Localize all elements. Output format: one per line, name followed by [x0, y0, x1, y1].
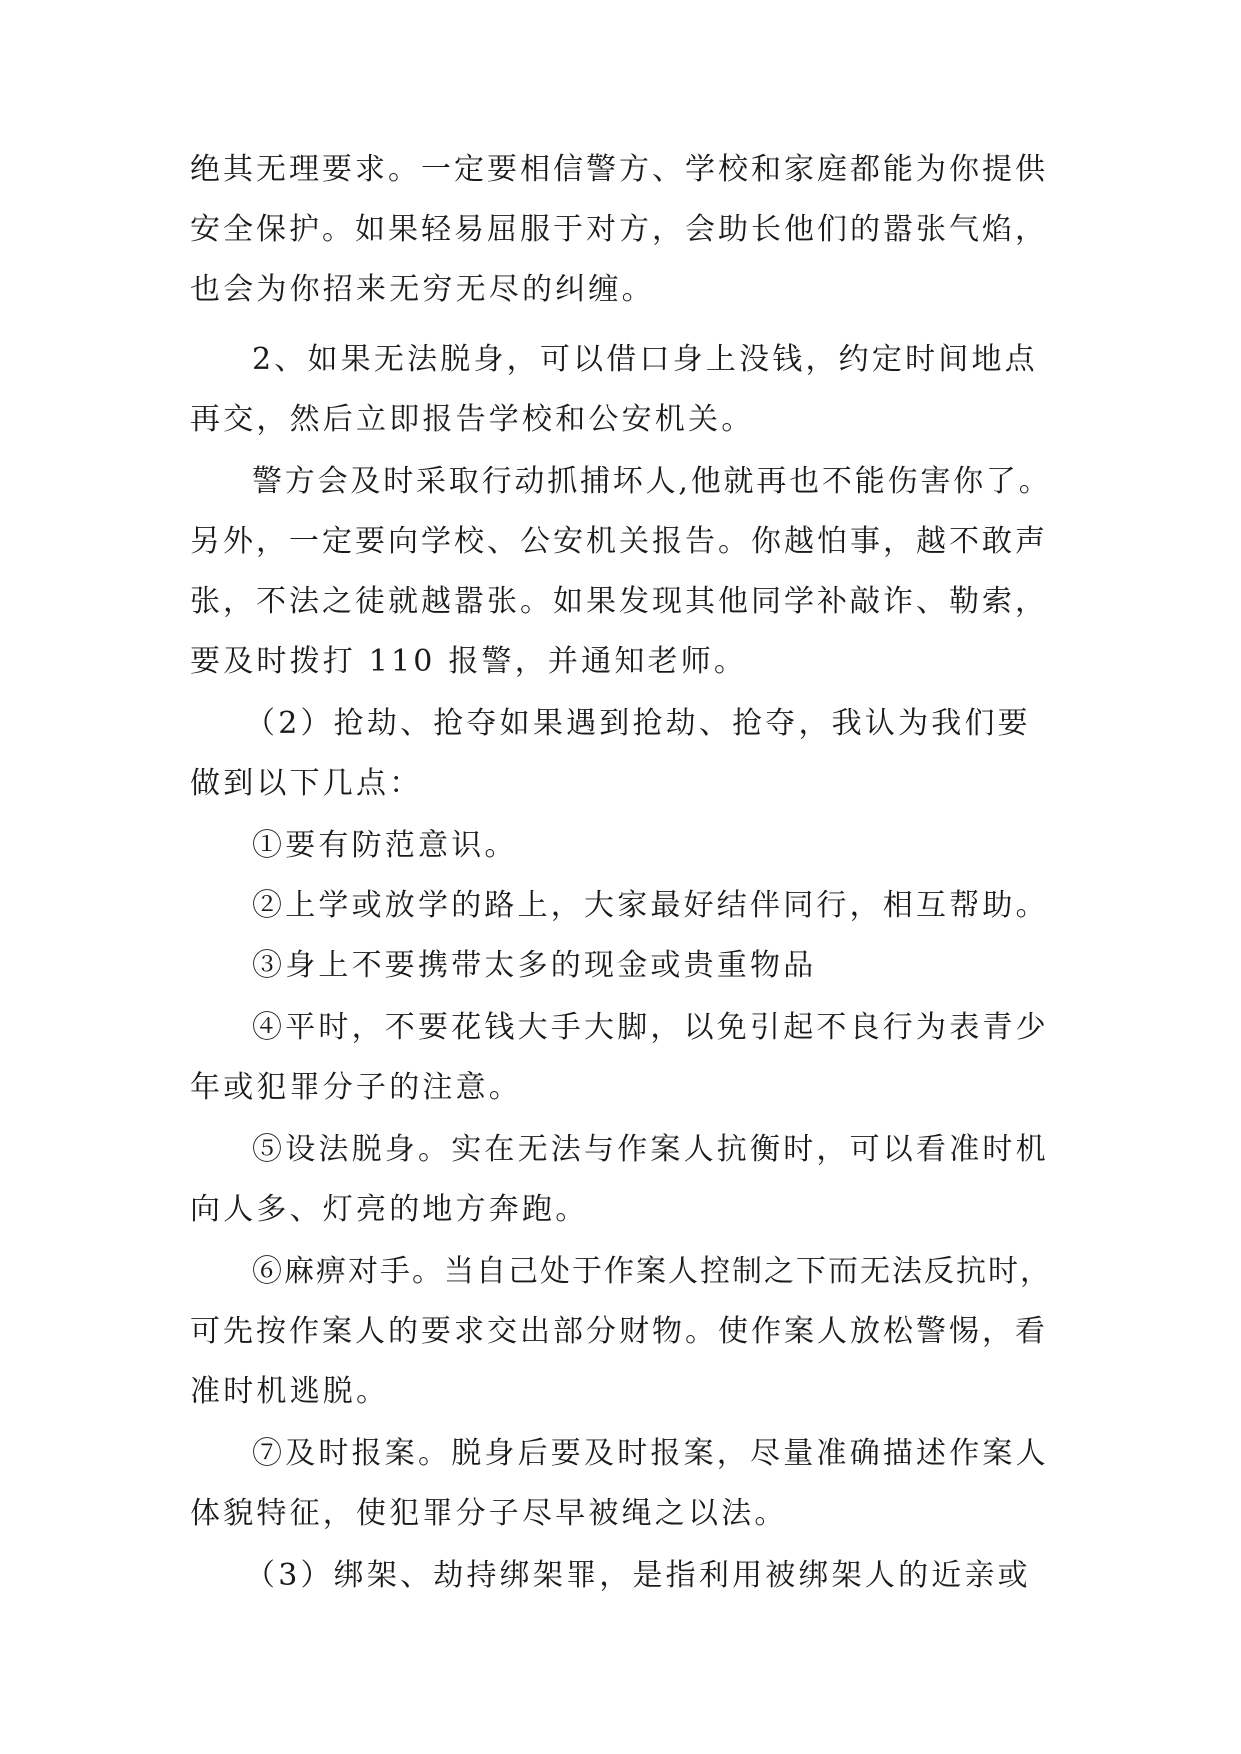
text-line: 安全保护。如果轻易屈服于对方，会助长他们的嚣张气焰，: [190, 212, 1048, 247]
text-line: 体貌特征，使犯罪分子尽早被绳之以法。: [190, 1496, 788, 1531]
text-line: 准时机逃脱。: [190, 1374, 390, 1409]
text-line: 向人多、灯亮的地方奔跑。: [190, 1192, 589, 1227]
text-line: 2、如果无法脱身，可以借口身上没钱，约定时间地点: [252, 342, 1038, 377]
text-line: （2）抢劫、抢夺如果遇到抢劫、抢夺，我认为我们要: [245, 706, 1031, 741]
text-line: 做到以下几点：: [190, 766, 423, 801]
text-line: ⑦及时报案。脱身后要及时报案，尽量准确描述作案人: [252, 1436, 1049, 1471]
text-line: ④平时，不要花钱大手大脚，以免引起不良行为表青少: [252, 1010, 1049, 1045]
text-line: ⑤设法脱身。实在无法与作案人抗衡时，可以看准时机: [252, 1132, 1049, 1167]
text-line: ⑥麻痹对手。当自己处于作案人控制之下而无法反抗时，: [252, 1254, 1052, 1289]
text-line: 警方会及时采取行动抓捕坏人,他就再也不能伤害你了。: [252, 464, 1052, 499]
text-line: 绝其无理要求。一定要相信警方、学校和家庭都能为你提供: [190, 152, 1048, 187]
text-line: ②上学或放学的路上，大家最好结伴同行，相互帮助。: [252, 888, 1049, 923]
text-line: 要及时拨打 110 报警，并通知老师。: [190, 644, 748, 679]
text-line: 另外，一定要向学校、公安机关报告。你越怕事，越不敢声: [190, 524, 1048, 559]
text-line: 张，不法之徒就越嚣张。如果发现其他同学补敲诈、勒索，: [190, 584, 1048, 619]
text-line: 可先按作案人的要求交出部分财物。使作案人放松警惕，看: [190, 1314, 1048, 1349]
text-line: （3）绑架、劫持绑架罪，是指利用被绑架人的近亲或: [245, 1558, 1031, 1593]
text-line: 再交，然后立即报告学校和公安机关。: [190, 402, 755, 437]
text-line: 也会为你招来无穷无尽的纠缠。: [190, 272, 655, 307]
text-line: 年或犯罪分子的注意。: [190, 1070, 522, 1105]
text-line: ①要有防范意识。: [252, 828, 518, 863]
text-line: ③身上不要携带太多的现金或贵重物品: [252, 948, 817, 983]
